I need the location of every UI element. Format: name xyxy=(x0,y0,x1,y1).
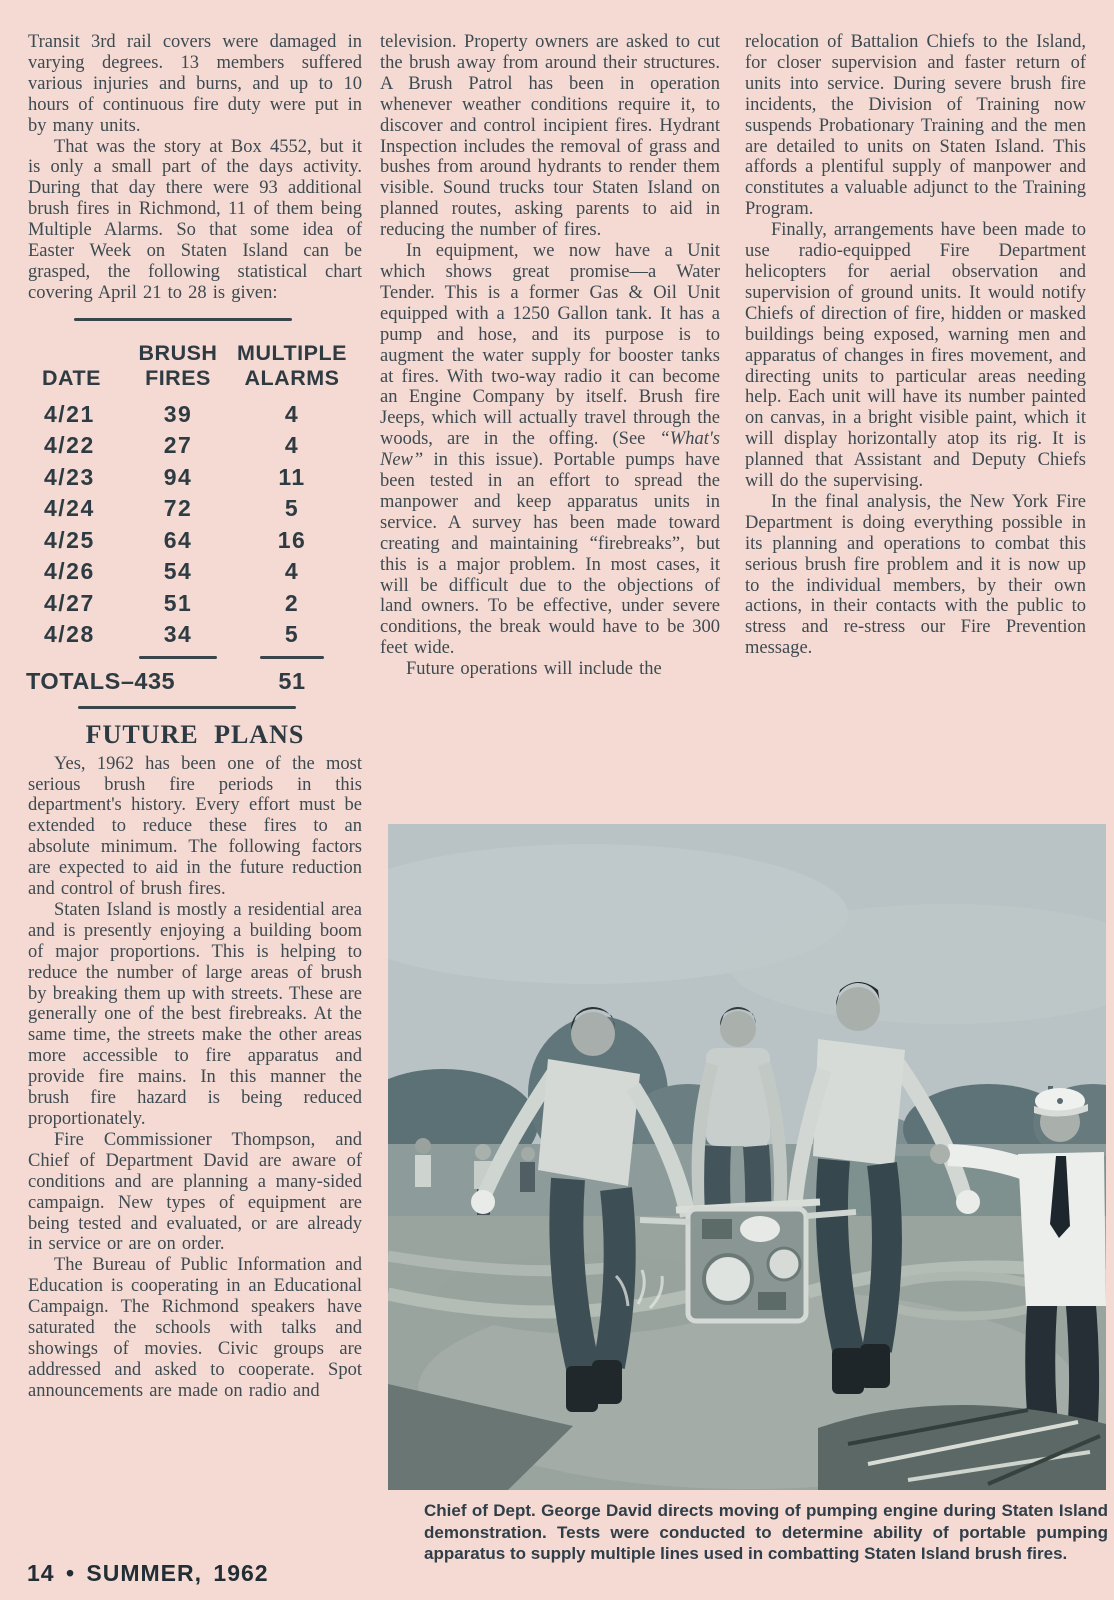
paragraph: television. Property owners are asked to cut the brush away from around their structures. A Brush Patrol has been in operation whenever weather conditions require it, to discover and control incipient fires. Hydrant Inspection includes the removal of grass and bushes from around hydrants to render them visible. Sound trucks tour Staten Island on planned routes, asking parents to aid in reducing the number of fires. xyxy=(380,32,720,241)
paragraph: The Bureau of Public Information and Education is cooperating in an Educational Campaign. The Richmond speakers have saturated the schools with talks and showings of movies. Civic groups are addressed and asked to cooperate. Spot announcements are made on radio and xyxy=(28,1255,362,1401)
table-row: 4/23 94 11 xyxy=(44,463,306,490)
table-row: 4/24 72 5 xyxy=(44,495,300,522)
paragraph: In the final analysis, the New York Fire Department is doing everything possible in its planning and operations to combat this serious brush fire problem and it is now up to the individual members, by their own actions, in their contacts with the public to stress and re-stress our Fire Prevention message. xyxy=(745,491,1086,659)
table-row: 4/28 34 5 xyxy=(44,621,300,648)
paragraph: Yes, 1962 has been one of the most serious brush fire periods in this department's history. Every effort must be extended to reduce these fires to an absolute minimum. The following factors are expected to aid in the future reduction and control of brush fires. xyxy=(28,753,362,900)
photo-caption: Chief of Dept. George David directs moving of pumping engine during Staten Island demonstration. Tests were conducted to determine ability of portable pumping apparatus to supply multiple lines used in combatting Staten Island brush fires. xyxy=(424,1501,1108,1563)
totals-alarms-value: 51 xyxy=(278,667,306,694)
paragraph: relocation of Battalion Chiefs to the Island, for closer supervision and faster return of units into service. During severe brush fire incidents, the Division of Training now suspends Probationary Training and the men are detailed to units on Staten Island. This affords a plentiful supply of manpower and constitutes a valuable adjunct to the Training Program. xyxy=(745,32,1086,220)
column-header-multiple-alarms: MULTIPLE ALARMS xyxy=(237,340,347,390)
glove xyxy=(471,1190,495,1214)
paragraph: That was the story at Box 4552, but it is only a small part of the days activity. During that day there were 93 additional brush fires in Richmond, 11 of them being Multiple Alarms. So that some idea of Easter Week on Staten Island can be grasped, the following statistical chart covering April 21 to 28 is given: xyxy=(28,136,362,303)
column-left xyxy=(28,32,362,1402)
glove xyxy=(956,1190,980,1214)
paragraph: Finally, arrangements have been made to use radio-equipped Fire Department helicopters for aerial observation and supervision of ground units. It would notify Chiefs of direction of fire, hidden or masked buildings being exposed, warning men and apparatus of changes in fires movement, and directing units to particular areas needing help. Each unit will have its number painted on canvas, in a bright visible paint, which it will display horizontally atop its rig. It is planned that Assistant and Deputy Chiefs will do the supervising. xyxy=(745,220,1086,492)
photo-pumping-engine-demonstration xyxy=(388,824,1106,1490)
paragraph: Staten Island is mostly a residential area and is presently enjoying a building boom of major proportions. This is helping to reduce the number of large areas of brush by breaking them up with streets. These are generally one of the best firebreaks. At the same time, the streets make the other areas more accessible to fire apparatus and provide fire mains. In this manner the brush fire hazard is being reduced proportionately. xyxy=(28,899,362,1129)
paragraph: Transit 3rd rail covers were damaged in varying degrees. 13 members suffered various injuries and burns, and up to 10 hours of continuous fire duty were put in by many units. xyxy=(28,32,362,136)
photo-illustration xyxy=(388,824,1106,1490)
table-row: 4/26 54 4 xyxy=(44,558,300,585)
table-row: 4/25 64 16 xyxy=(44,526,307,553)
table-top-rule xyxy=(74,318,292,321)
table-row: 4/21 39 4 xyxy=(44,400,300,427)
table-totals-row xyxy=(22,667,362,694)
column-right xyxy=(745,32,1086,659)
table-header-row xyxy=(22,341,362,391)
table-bottom-rule xyxy=(78,706,296,709)
table-row: 4/27 51 2 xyxy=(44,589,300,616)
column-middle xyxy=(380,32,720,680)
table-row: 4/22 27 4 xyxy=(44,432,300,459)
alarms-subtotal-rule xyxy=(260,656,324,659)
pointing-hand xyxy=(930,1144,950,1164)
section-heading-future-plans: FUTURE PLANS xyxy=(85,719,305,749)
subtotal-rules xyxy=(22,656,362,659)
brush-fire-statistics-table xyxy=(22,318,362,709)
fires-subtotal-rule xyxy=(139,656,217,659)
paragraph: In equipment, we now have a Unit which shows great promise—a Water Tender. This is a former Gas & Oil Unit equipped with a 1250 Gallon tank. It has a pump and hose, and its purpose is to augment the water supply for booster tanks at fires. With two-way radio it can become an Engine Company by itself. Brush fire Jeeps, which will actually travel through the woods, are in the offing. (See “What's New” in this issue). Portable pumps have been tested in an effort to spread the manpower and keep apparatus units in service. A survey has been made toward creating and maintaining “firebreaks”, but this is a major problem. In most cases, it will be difficult due to the objections of land owners. To be effective, under severe conditions, the break would have to be 300 feet wide. xyxy=(380,241,720,659)
column-header-brush-fires: BRUSH FIRES xyxy=(138,340,218,390)
italic-whats-new: “What's New” xyxy=(380,429,720,471)
page-footer: 14 • SUMMER, 1962 xyxy=(27,1560,269,1586)
paragraph: Fire Commissioner Thompson, and Chief of Department David are aware of conditions and are planning a many-sided campaign. New types of equipment are being tested and evaluated, or are already in service or are on order. xyxy=(28,1129,362,1255)
paragraph: Future operations will include the xyxy=(406,659,662,680)
column-header-date: DATE xyxy=(42,365,101,390)
totals-label: TOTALS–435 xyxy=(26,667,176,694)
